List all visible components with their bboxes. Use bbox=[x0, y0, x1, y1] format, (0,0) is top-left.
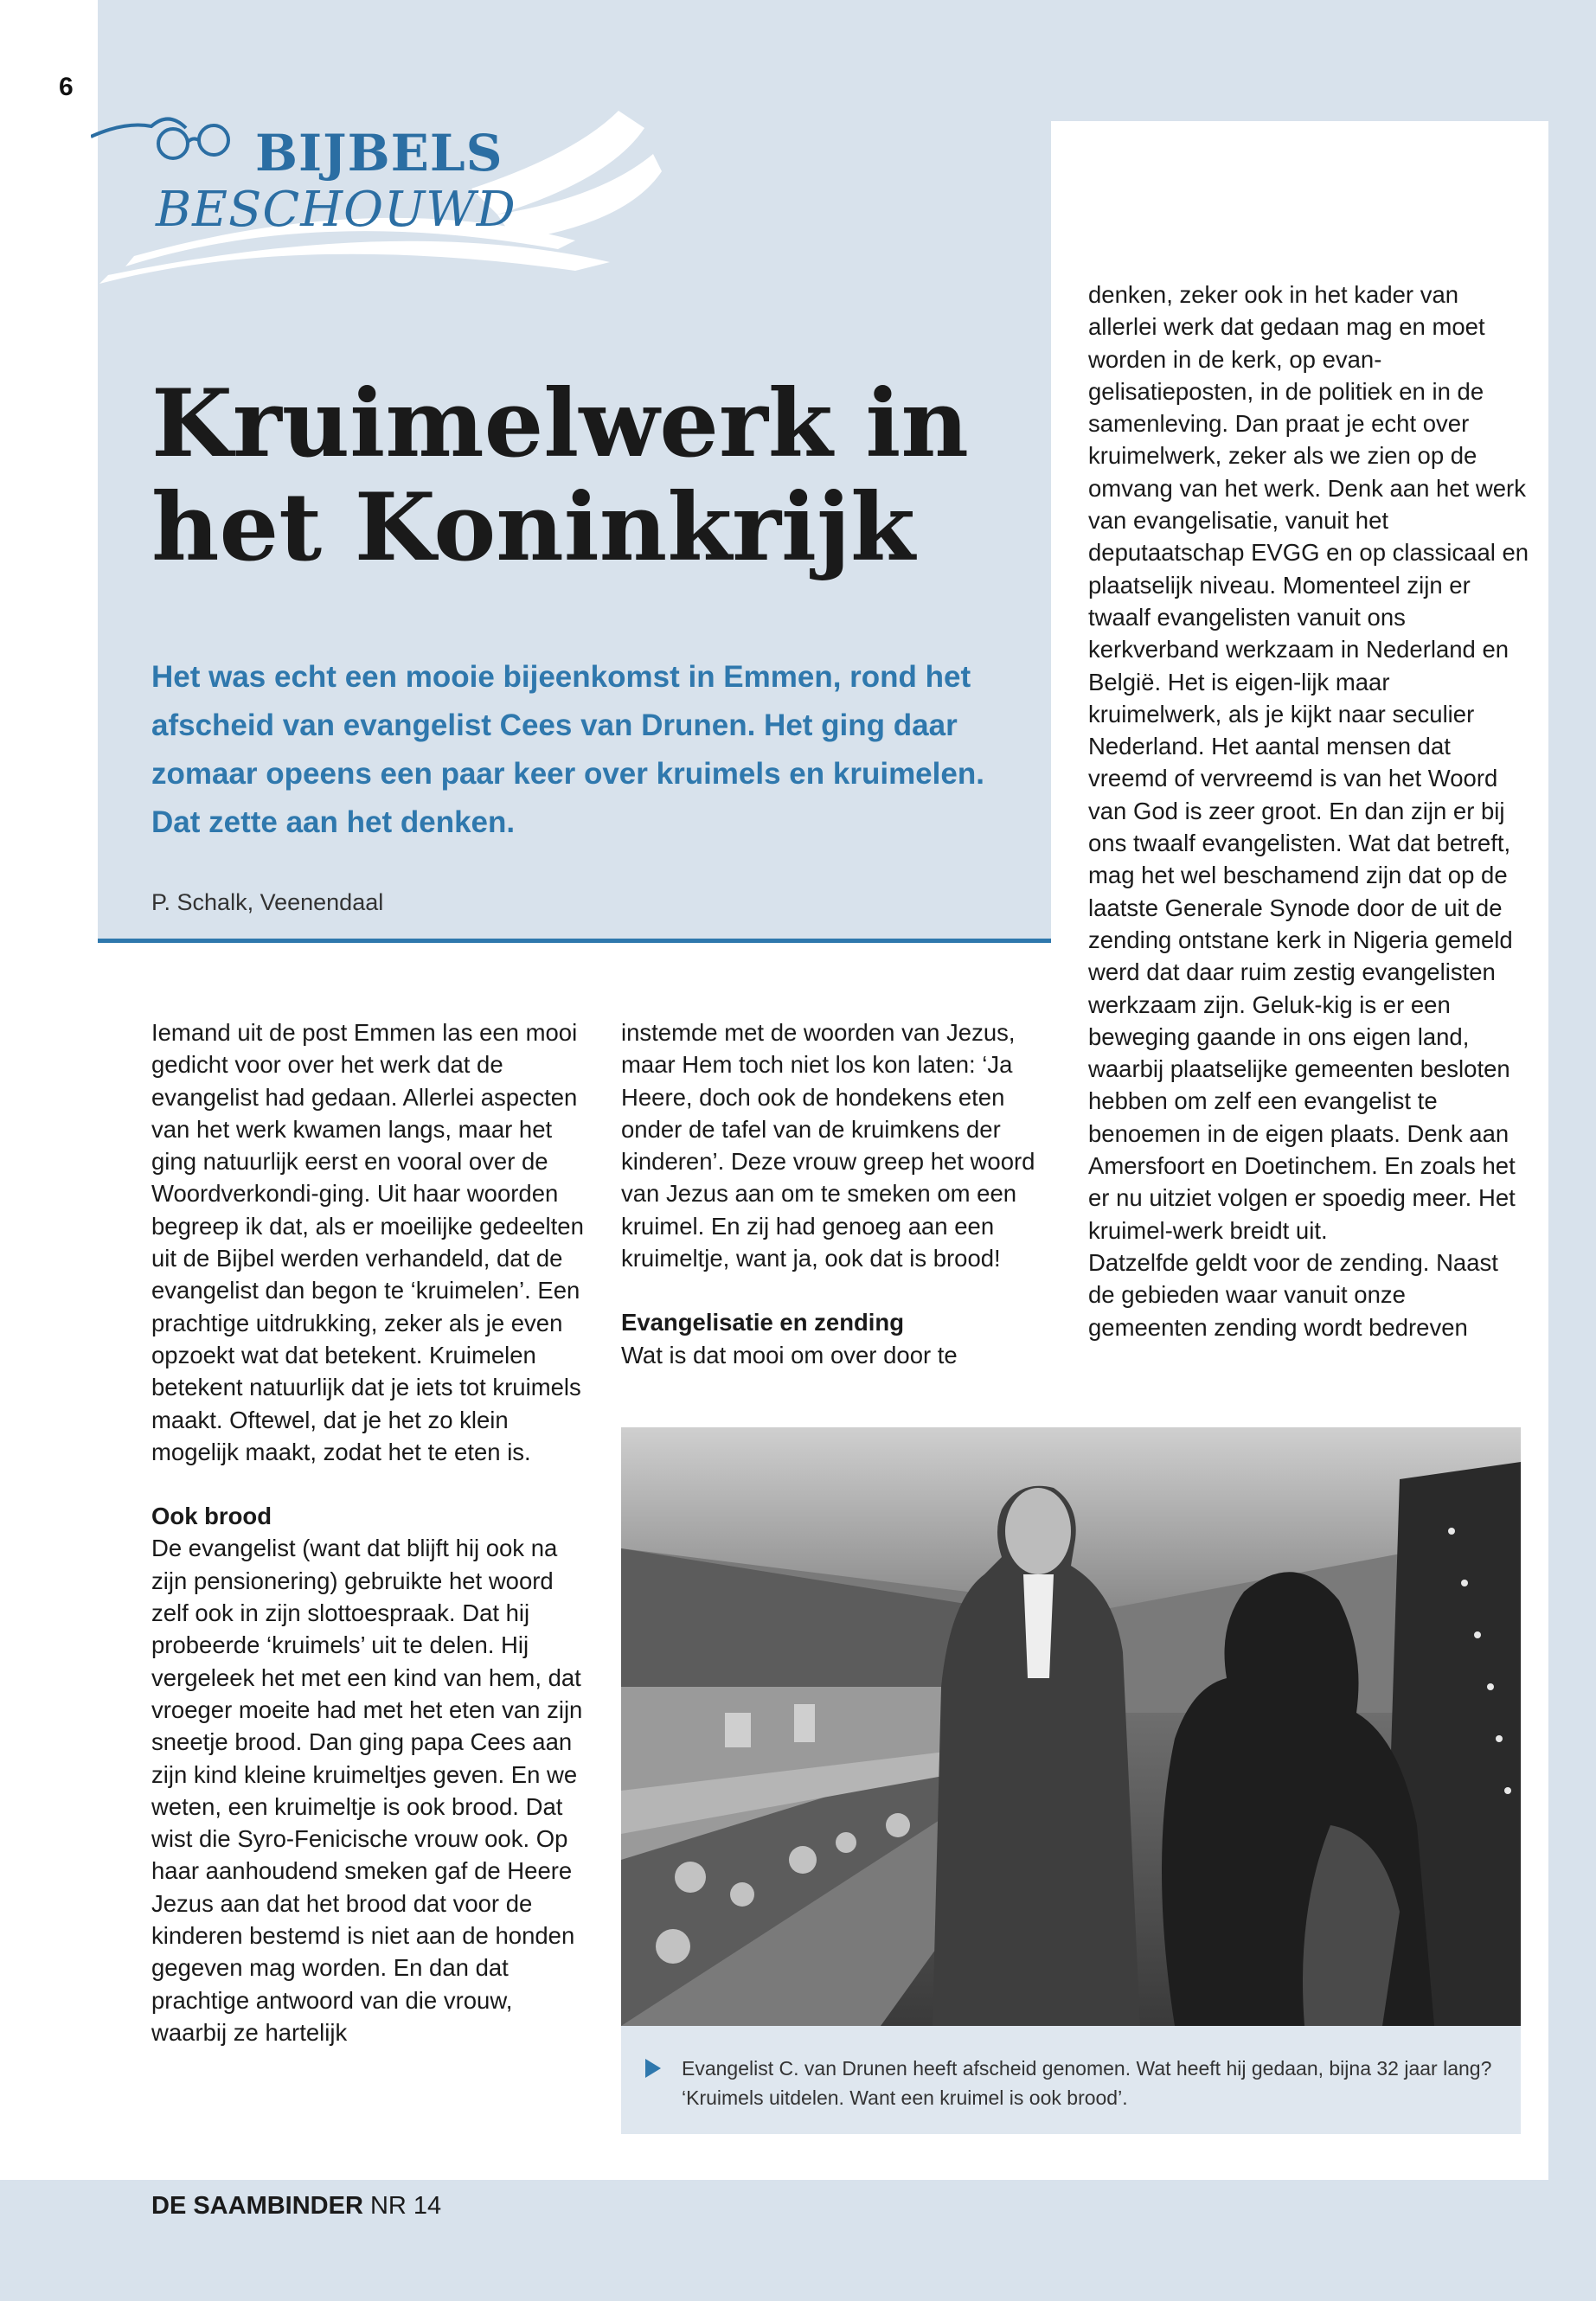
photo-caption: Evangelist C. van Drunen heeft afscheid genomen. Wat heeft hij gedaan, bijna 32 jaar lang? ‘Kruimels uitdelen. Want een kruimel is ook brood’. bbox=[682, 2057, 1492, 2109]
subheading-ook-brood: Ook brood bbox=[151, 1503, 272, 1530]
triangle-right-icon bbox=[645, 2059, 661, 2078]
issue-number: NR 14 bbox=[362, 2192, 442, 2220]
paragraph: Iemand uit de post Emmen las een mooi gedicht voor over het werk dat de evangelist had gedaan. Allerlei aspecten van het werk kwamen langs, maar het ging natuurlijk eerst en vooral over de Woordverkondi-ging. Uit haar woorden begreep ik dat, als er moeilijke gedeelten uit de Bijbel werden verhandeld, dat de evangelist dan begon te ‘kruimelen’. Een prachtige uitdrukking, zeker als je even opzoekt wat dat betekent. Kruimelen betekent natuurlijk dat je iets tot kruimels maakt. Oftewel, dat je het zo klein mogelijk maakt, zodat het te eten is. bbox=[151, 1019, 584, 1465]
footer bbox=[151, 2192, 441, 2221]
paragraph: denken, zeker ook in het kader van allerlei werk dat gedaan mag en moet worden in de kerk, op evan-gelisatieposten, in de politiek en in de samenleving. Dan praat je echt over kruimelwerk, zeker als we zien op de omvang van het werk. Denk aan het werk van evangelisatie, vanuit het deputaatschap EVGG en op classicaal en plaatselijk niveau. Momenteel zijn er twaalf evangelisten vanuit ons kerkverband werkzaam in Nederland en België. Het is eigen-lijk maar kruimelwerk, als je kijkt naar seculier Nederland. Het aantal mensen dat vreemd of vervreemd is van het Woord van God is zeer groot. En dan zijn er bij ons twaalf evangelisten. Wat dat betreft, mag het wel beschamend zijn dat op de laatste Generale Synode door de uit de zending ontstane kerk in Nigeria gemeld werd dat daar ruim zestig evangelisten werkzaam zijn. Geluk-kig is er een beweging gaande in ons eigen land, waarbij plaatselijke gemeenten besloten hebben om zelf een evangelist te benoemen in de eigen plaats. Denk aan Amersfoort en Doetinchem. En zoals het er nu uitziet volgen er spoedig meer. Het kruimel-werk breidt uit. bbox=[1088, 281, 1529, 1244]
paragraph: De evangelist (want dat blijft hij ook na zijn pensionering) gebruikte het woord zelf ook in zijn slottoespraak. Dat hij probeerde ‘kruimels’ uit te delen. Hij vergeleek het met een kind van hem, dat vroeger moeite had met het eten van zijn sneetje brood. Dan ging papa Cees aan zijn kind kleine kruimeltjes geven. En we weten, een kruimeltje is ook brood. Dat wist die Syro-Fenicische vrouw ook. Op haar aanhoudend smeken gaf de Heere Jezus aan dat het brood dat voor de kinderen bestemd is niet aan de honden gegeven mag worden. En dan dat prachtige antwoord van die vrouw, waarbij ze hartelijk bbox=[151, 1535, 583, 2046]
subheading-evangelisatie: Evangelisatie en zending bbox=[621, 1309, 905, 1336]
article-title bbox=[151, 369, 969, 582]
section-label-beschouwd: BESCHOUWD bbox=[156, 182, 516, 238]
body-column-1 bbox=[151, 1016, 593, 2048]
title-line-2: het Koninkrijk bbox=[151, 473, 915, 582]
paragraph: Wat is dat mooi om over door te bbox=[621, 1341, 958, 1368]
page-number: 6 bbox=[59, 73, 74, 101]
divider-rule bbox=[98, 939, 1051, 943]
byline: P. Schalk, Veenendaal bbox=[151, 889, 384, 915]
paragraph: instemde met de woorden van Jezus, maar Hem toch niet los kon laten: ‘Ja Heere, doch ook de hondekens eten onder de tafel van de kruimkens der kinderen’. Deze vrouw greep het woord van Jezus aan om te smeken om een kruimel. En zij had genoeg aan een kruimeltje, want ja, ook dat is brood! bbox=[621, 1019, 1035, 1272]
right-edge-band bbox=[1548, 0, 1596, 2301]
body-column-3 bbox=[1088, 279, 1529, 1343]
article-intro: Het was echt een mooie bijeenkomst in Emmen, rond het afscheid van evangelist Cees van Drunen. Het ging daar zomaar opeens een paar keer over kruimels en kruimelen. Dat zette aan het denken. bbox=[151, 660, 984, 839]
page-number-tab bbox=[0, 0, 98, 121]
title-line-1: Kruimelwerk in bbox=[151, 369, 969, 478]
article-photo bbox=[621, 1427, 1521, 2026]
body-column-2 bbox=[621, 1016, 1054, 1371]
magazine-name: DE SAAMBINDER bbox=[151, 2192, 363, 2220]
section-label-bijbels: BIJBELS bbox=[255, 124, 503, 183]
paragraph: Datzelfde geldt voor de zending. Naast de gebieden waar vanuit onze gemeenten zending wordt bedreven bbox=[1088, 1248, 1498, 1341]
